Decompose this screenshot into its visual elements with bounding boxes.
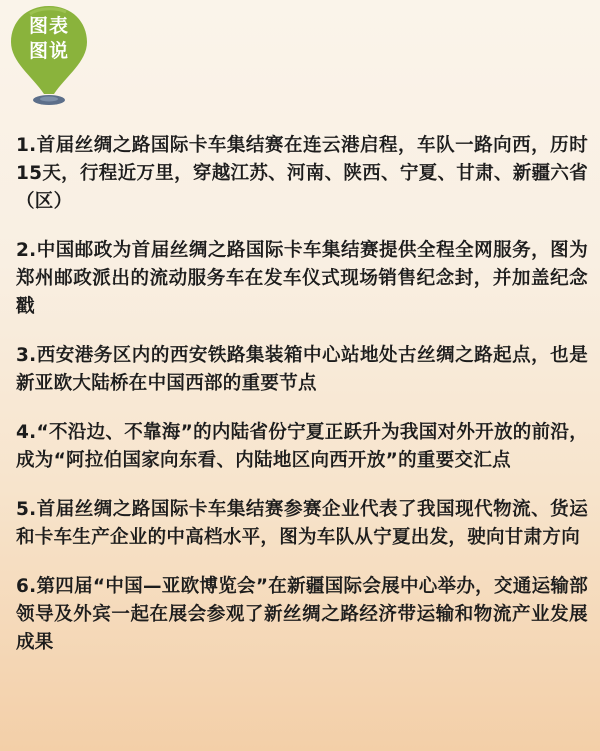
chart-caption-badge [8, 4, 90, 108]
caption-item-2: 2.中国邮政为首届丝绸之路国际卡车集结赛提供全程全网服务，图为郑州邮政派出的流动服务车在发车仪式现场销售纪念封，并加盖纪念戳 [16, 240, 588, 317]
badge-title-line1: 图表 [28, 15, 69, 37]
caption-item-6: 6.第四届“中国—亚欧博览会”在新疆国际会展中心举办，交通运输部领导及外宾一起在展会参观了新丝绸之路经济带运输和物流产业发展成果 [16, 576, 588, 653]
caption-item-1: 1.首届丝绸之路国际卡车集结赛在连云港启程，车队一路向西，历时15天，行程近万里，穿越江苏、河南、陕西、宁夏、甘肃、新疆六省（区） [16, 135, 588, 212]
caption-item-3: 3.西安港务区内的西安铁路集装箱中心站地处古丝绸之路起点，也是新亚欧大陆桥在中国西部的重要节点 [16, 345, 588, 394]
badge-title-line2: 图说 [28, 40, 69, 62]
caption-item-4: 4.“不沿边、不靠海”的内陆省份宁夏正跃升为我国对外开放的前沿，成为“阿拉伯国家向东看、内陆地区向西开放”的重要交汇点 [16, 422, 588, 471]
caption-item-5: 5.首届丝绸之路国际卡车集结赛参赛企业代表了我国现代物流、货运和卡车生产企业的中高档水平，图为车队从宁夏出发，驶向甘肃方向 [16, 499, 588, 548]
caption-list [16, 132, 588, 657]
